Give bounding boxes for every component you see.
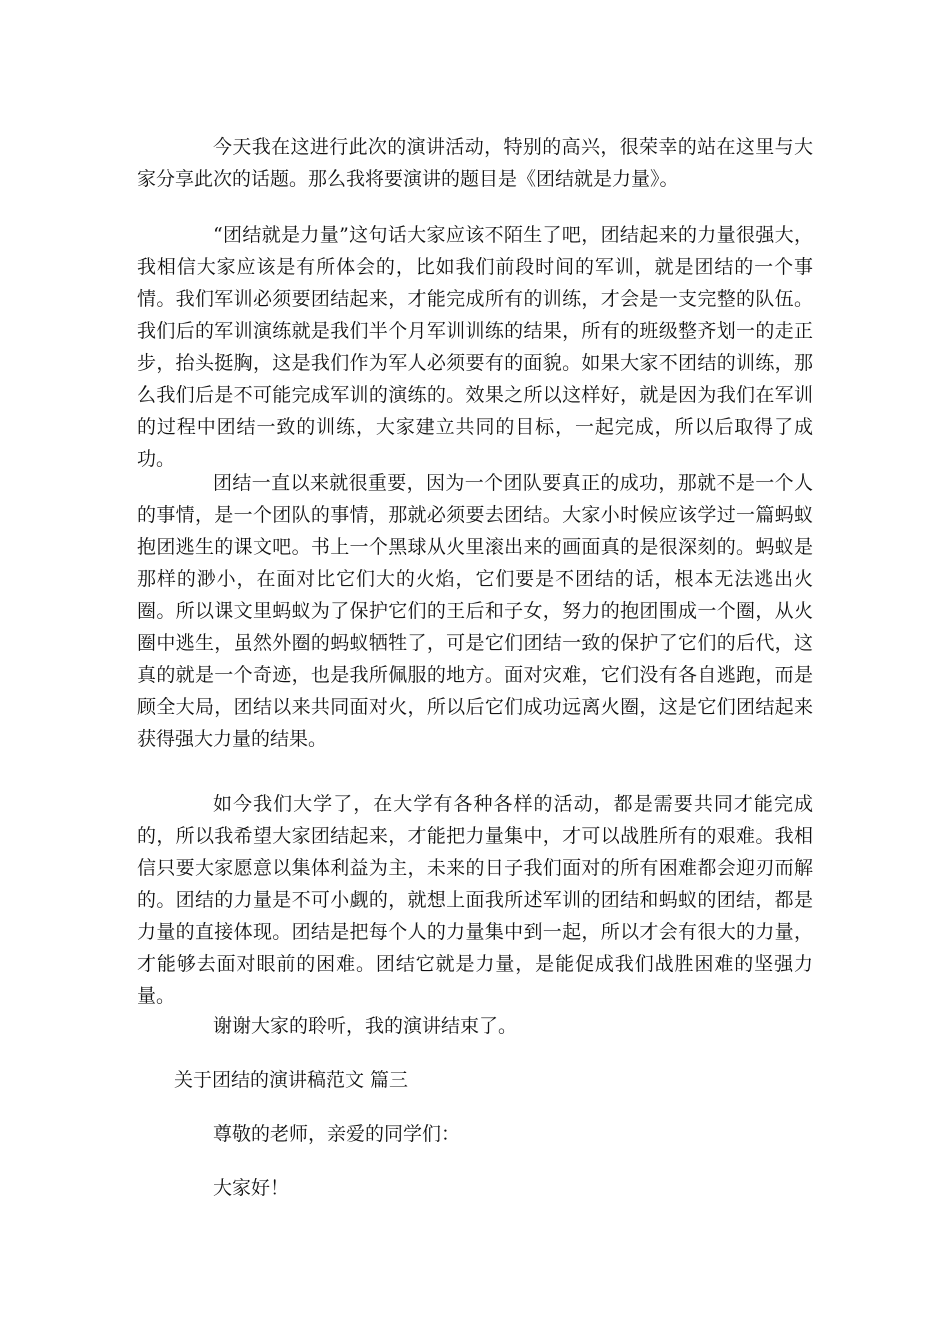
paragraph-1 bbox=[137, 131, 813, 195]
section-title: 关于团结的演讲稿范文 篇三 bbox=[174, 1069, 409, 1091]
paragraph-3 bbox=[137, 467, 813, 755]
paragraph-2 bbox=[137, 219, 813, 475]
closing-line: 谢谢大家的聆听，我的演讲结束了。 bbox=[213, 1015, 518, 1037]
greeting-line: 大家好！ bbox=[213, 1177, 290, 1199]
paragraph-4 bbox=[137, 788, 813, 1012]
paragraph-3-text: 团结一直以来就很重要，因为一个团队要真正的成功，那就不是一个人的事情，是一个团队的事情，那就必须要去团结。大家小时候应该学过一篇蚂蚁抱团逃生的课文吧。书上一个黑球从火里滚出来的画面真的是很深刻的。蚂蚁是那样的渺小，在面对比它们大的火焰，它们要是不团结的话，根本无法逃出火圈。所以课文里蚂蚁为了保护它们的王后和子女，努力的抱团围成一个圈，从火圈中逃生，虽然外圈的蚂蚁牺牲了，可是它们团结一致的保护了它们的后代，这真的就是一个奇迹，也是我所佩服的地方。面对灾难，它们没有各自逃跑，而是顾全大局，团结以来共同面对火，所以后它们成功远离火圈，这是它们团结起来获得强大力量的结果。 bbox=[137, 472, 813, 750]
paragraph-2-text: “团结就是力量”这句话大家应该不陌生了吧，团结起来的力量很强大，我相信大家应该是有所体会的，比如我们前段时间的军训，就是团结的一个事情。我们军训必须要团结起来，才能完成所有的训练，才会是一支完整的队伍。我们后的军训演练就是我们半个月军训训练的结果，所有的班级整齐划一的走正步，抬头挺胸，这是我们作为军人必须要有的面貌。如果大家不团结的训练，那么我们后是不可能完成军训的演练的。效果之所以这样好，就是因为我们在军训的过程中团结一致的训练，大家建立共同的目标，一起完成，所以后取得了成功。 bbox=[137, 224, 813, 470]
paragraph-1-text: 今天我在这进行此次的演讲活动，特别的高兴，很荣幸的站在这里与大家分享此次的话题。那么我将要演讲的题目是《团结就是力量》。 bbox=[137, 136, 813, 190]
paragraph-4-text: 如今我们大学了，在大学有各种各样的活动，都是需要共同才能完成的，所以我希望大家团结起来，才能把力量集中，才可以战胜所有的艰难。我相信只要大家愿意以集体利益为主，未来的日子我们面对的所有困难都会迎刃而解的。团结的力量是不可小觑的，就想上面我所述军训的团结和蚂蚁的团结，都是力量的直接体现。团结是把每个人的力量集中到一起，所以才会有很大的力量，才能够去面对眼前的困难。团结它就是力量，是能促成我们战胜困难的坚强力量。 bbox=[137, 793, 813, 1007]
salutation-line: 尊敬的老师，亲爱的同学们： bbox=[213, 1123, 461, 1145]
